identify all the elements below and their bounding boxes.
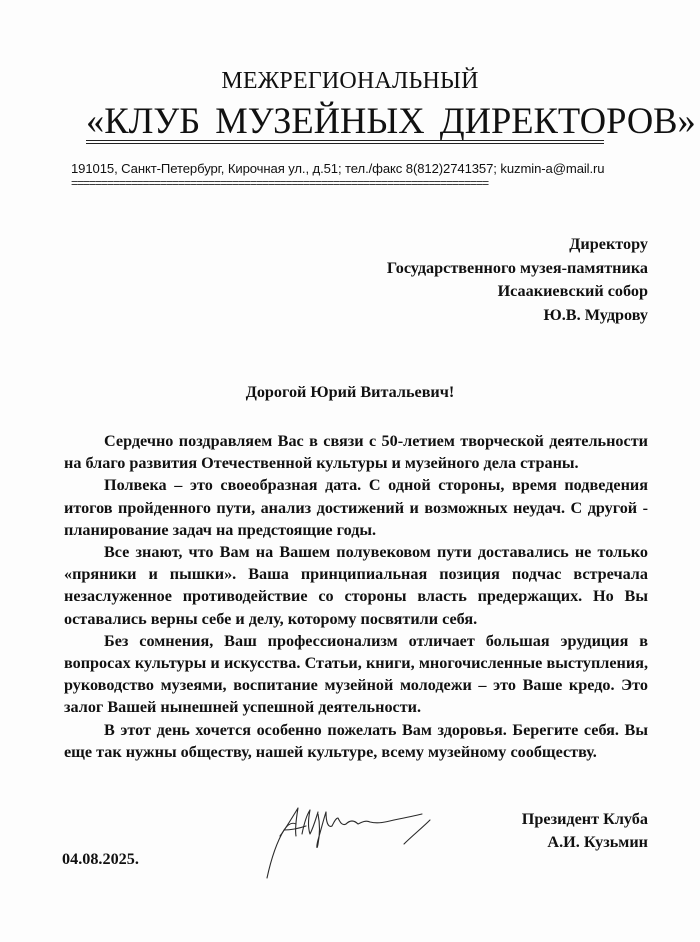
body-paragraph: В этот день хочется особенно пожелать Вам здоровья. Берегите себя. Вы еще так нужны обществу, нашей культуре, всему музейному сообществу. (64, 720, 648, 761)
signatory-block (522, 808, 648, 854)
body-paragraph: Все знают, что Вам на Вашем полувековом пути доставались не только «пряники и пышки». Ваша принципиальная позиция подчас встречала незаслуженное противодействие со стороны власть предержащих. Но Вы оставались верны себе и делу, которому посвятили себя. (64, 543, 648, 628)
letterhead-separator: ====================================================================== (71, 177, 489, 189)
signatory-title: Президент Клуба (521, 810, 648, 828)
letter-date: 04.08.2025. (62, 850, 139, 868)
addressee-organization: Государственного музея-памятника (386, 258, 648, 277)
body-paragraph: Без сомнения, Ваш профессионализм отличает большая эрудиция в вопросах культуры и искусства. Статьи, книги, многочисленные выступления, руководство музеями, воспитание музейной молодежи – это Ваше кредо. Это залог Вашей нынешней успешной деятельности. (64, 631, 648, 717)
handwritten-signature-icon (262, 800, 462, 880)
letterhead-org-name: «КЛУБ МУЗЕЙНЫХ ДИРЕКТОРОВ» (86, 100, 696, 141)
letterhead-region-line: МЕЖРЕГИОНАЛЬНЫЙ (221, 68, 479, 94)
letterhead-contacts: 191015, Санкт-Петербург, Кирочная ул., д.51; тел./факс 8(812)2741357; kuzmin-a@mail.ru (71, 161, 605, 176)
addressee-organization-name: Исаакиевский собор (497, 282, 648, 301)
letterhead-double-underline (86, 140, 604, 144)
salutation: Дорогой Юрий Витальевич! (245, 383, 455, 401)
signatory-name: А.И. Кузьмин (547, 833, 648, 851)
letter-body (64, 430, 648, 763)
body-paragraph: Сердечно поздравляем Вас в связи с 50-летием творческой деятельности на благо развития Отечественной культуры и музейного дела страны. (64, 432, 648, 473)
addressee-block (387, 233, 648, 328)
body-paragraph: Полвека – это своеобразная дата. С одной стороны, время подведения итогов пройденного пути, анализ достижений и возможных неудач. С другой - планирование задач на предстоящие годы. (64, 476, 648, 539)
addressee-position: Директору (569, 235, 648, 253)
addressee-person: Ю.В. Мудрову (543, 306, 648, 325)
